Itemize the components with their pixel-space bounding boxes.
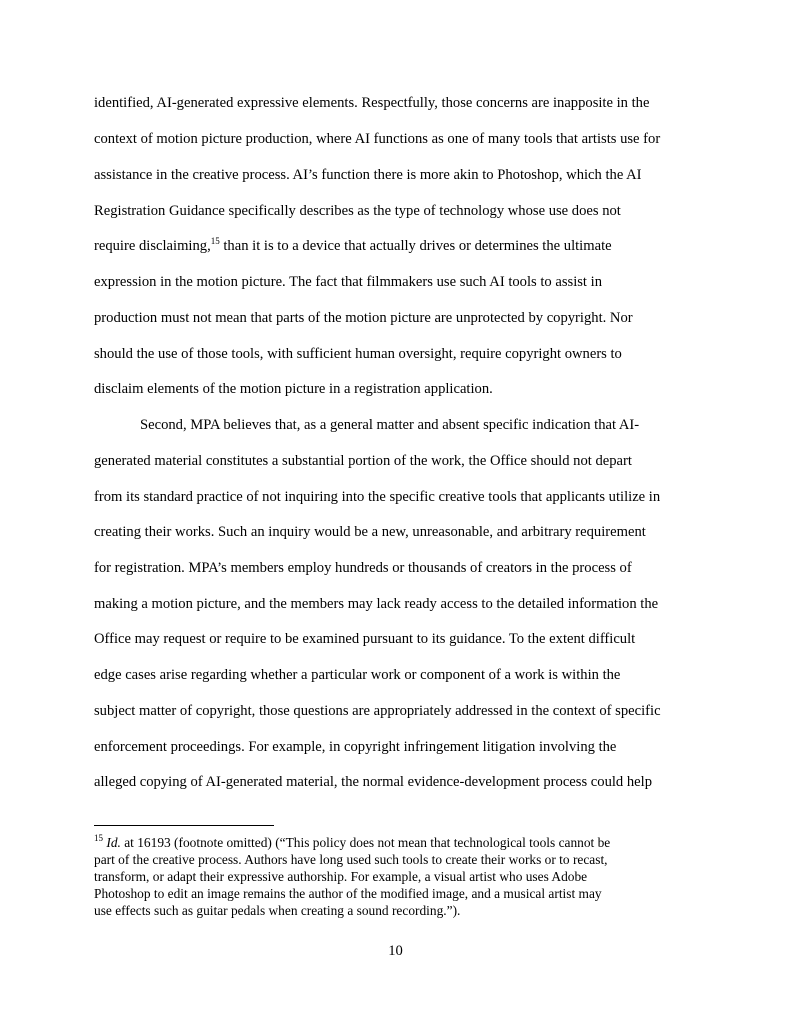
footnote-15-line: Photoshop to edit an image remains the author of the modified image, and a musical artist may [94,886,602,901]
body-line: edge cases arise regarding whether a particular work or component of a work is within the [94,667,621,683]
body-line: enforcement proceedings. For example, in copyright infringement litigation involving the [94,739,617,755]
body-line: Office may request or require to be examined pursuant to its guidance. To the extent difficult [94,631,636,647]
footnote-15-line: use effects such as guitar pedals when creating a sound recording.”). [94,903,461,918]
body-line: creating their works. Such an inquiry would be a new, unreasonable, and arbitrary requirement [94,524,646,540]
body-line-with-footnote-ref [94,237,612,255]
body-line-text: require disclaiming, [94,238,211,254]
body-line: production must not mean that parts of the motion picture are unprotected by copyright. Nor [94,310,633,326]
body-line: assistance in the creative process. AI’s function there is more akin to Photoshop, which the AI [94,167,642,183]
body-line: from its standard practice of not inquiring into the specific creative tools that applicants utilize in [94,489,661,505]
page-number: 10 [388,943,403,959]
body-line: for registration. MPA’s members employ hundreds or thousands of creators in the process of [94,560,632,576]
body-line: should the use of those tools, with sufficient human oversight, require copyright owners to [94,346,622,362]
footnote-15-line [94,835,610,851]
body-line: disclaim elements of the motion picture in a registration application. [94,381,493,397]
body-line: context of motion picture production, where AI functions as one of many tools that artists use for [94,131,661,147]
body-line: identified, AI-generated expressive elements. Respectfully, those concerns are inapposite in the [94,95,650,111]
footnote-number: 15 [94,833,103,843]
footnote-15-line: part of the creative process. Authors have long used such tools to create their works or to recast, [94,852,608,867]
body-line: alleged copying of AI-generated material, the normal evidence-development process could help [94,774,652,790]
body-line: Registration Guidance specifically describes as the type of technology whose use does not [94,203,621,219]
body-line: generated material constitutes a substantial portion of the work, the Office should not depart [94,453,632,469]
footnote-ref-15[interactable]: 15 [210,236,220,246]
paragraph-first-line: Second, MPA believes that, as a general matter and absent specific indication that AI- [140,417,640,433]
body-line: expression in the motion picture. The fact that filmmakers use such AI tools to assist in [94,274,602,290]
body-line: making a motion picture, and the members may lack ready access to the detailed information the [94,596,659,612]
body-line: subject matter of copyright, those questions are appropriately addressed in the context of specific [94,703,661,719]
footnote-text: at 16193 (footnote omitted) (“This policy does not mean that technological tools cannot be [120,835,611,850]
footnote-separator [94,825,274,826]
footnote-cite: Id. [106,835,121,850]
body-line-text: than it is to a device that actually drives or determines the ultimate [219,238,612,254]
footnote-15-line: transform, or adapt their expressive authorship. For example, a visual artist who uses Adobe [94,869,588,884]
